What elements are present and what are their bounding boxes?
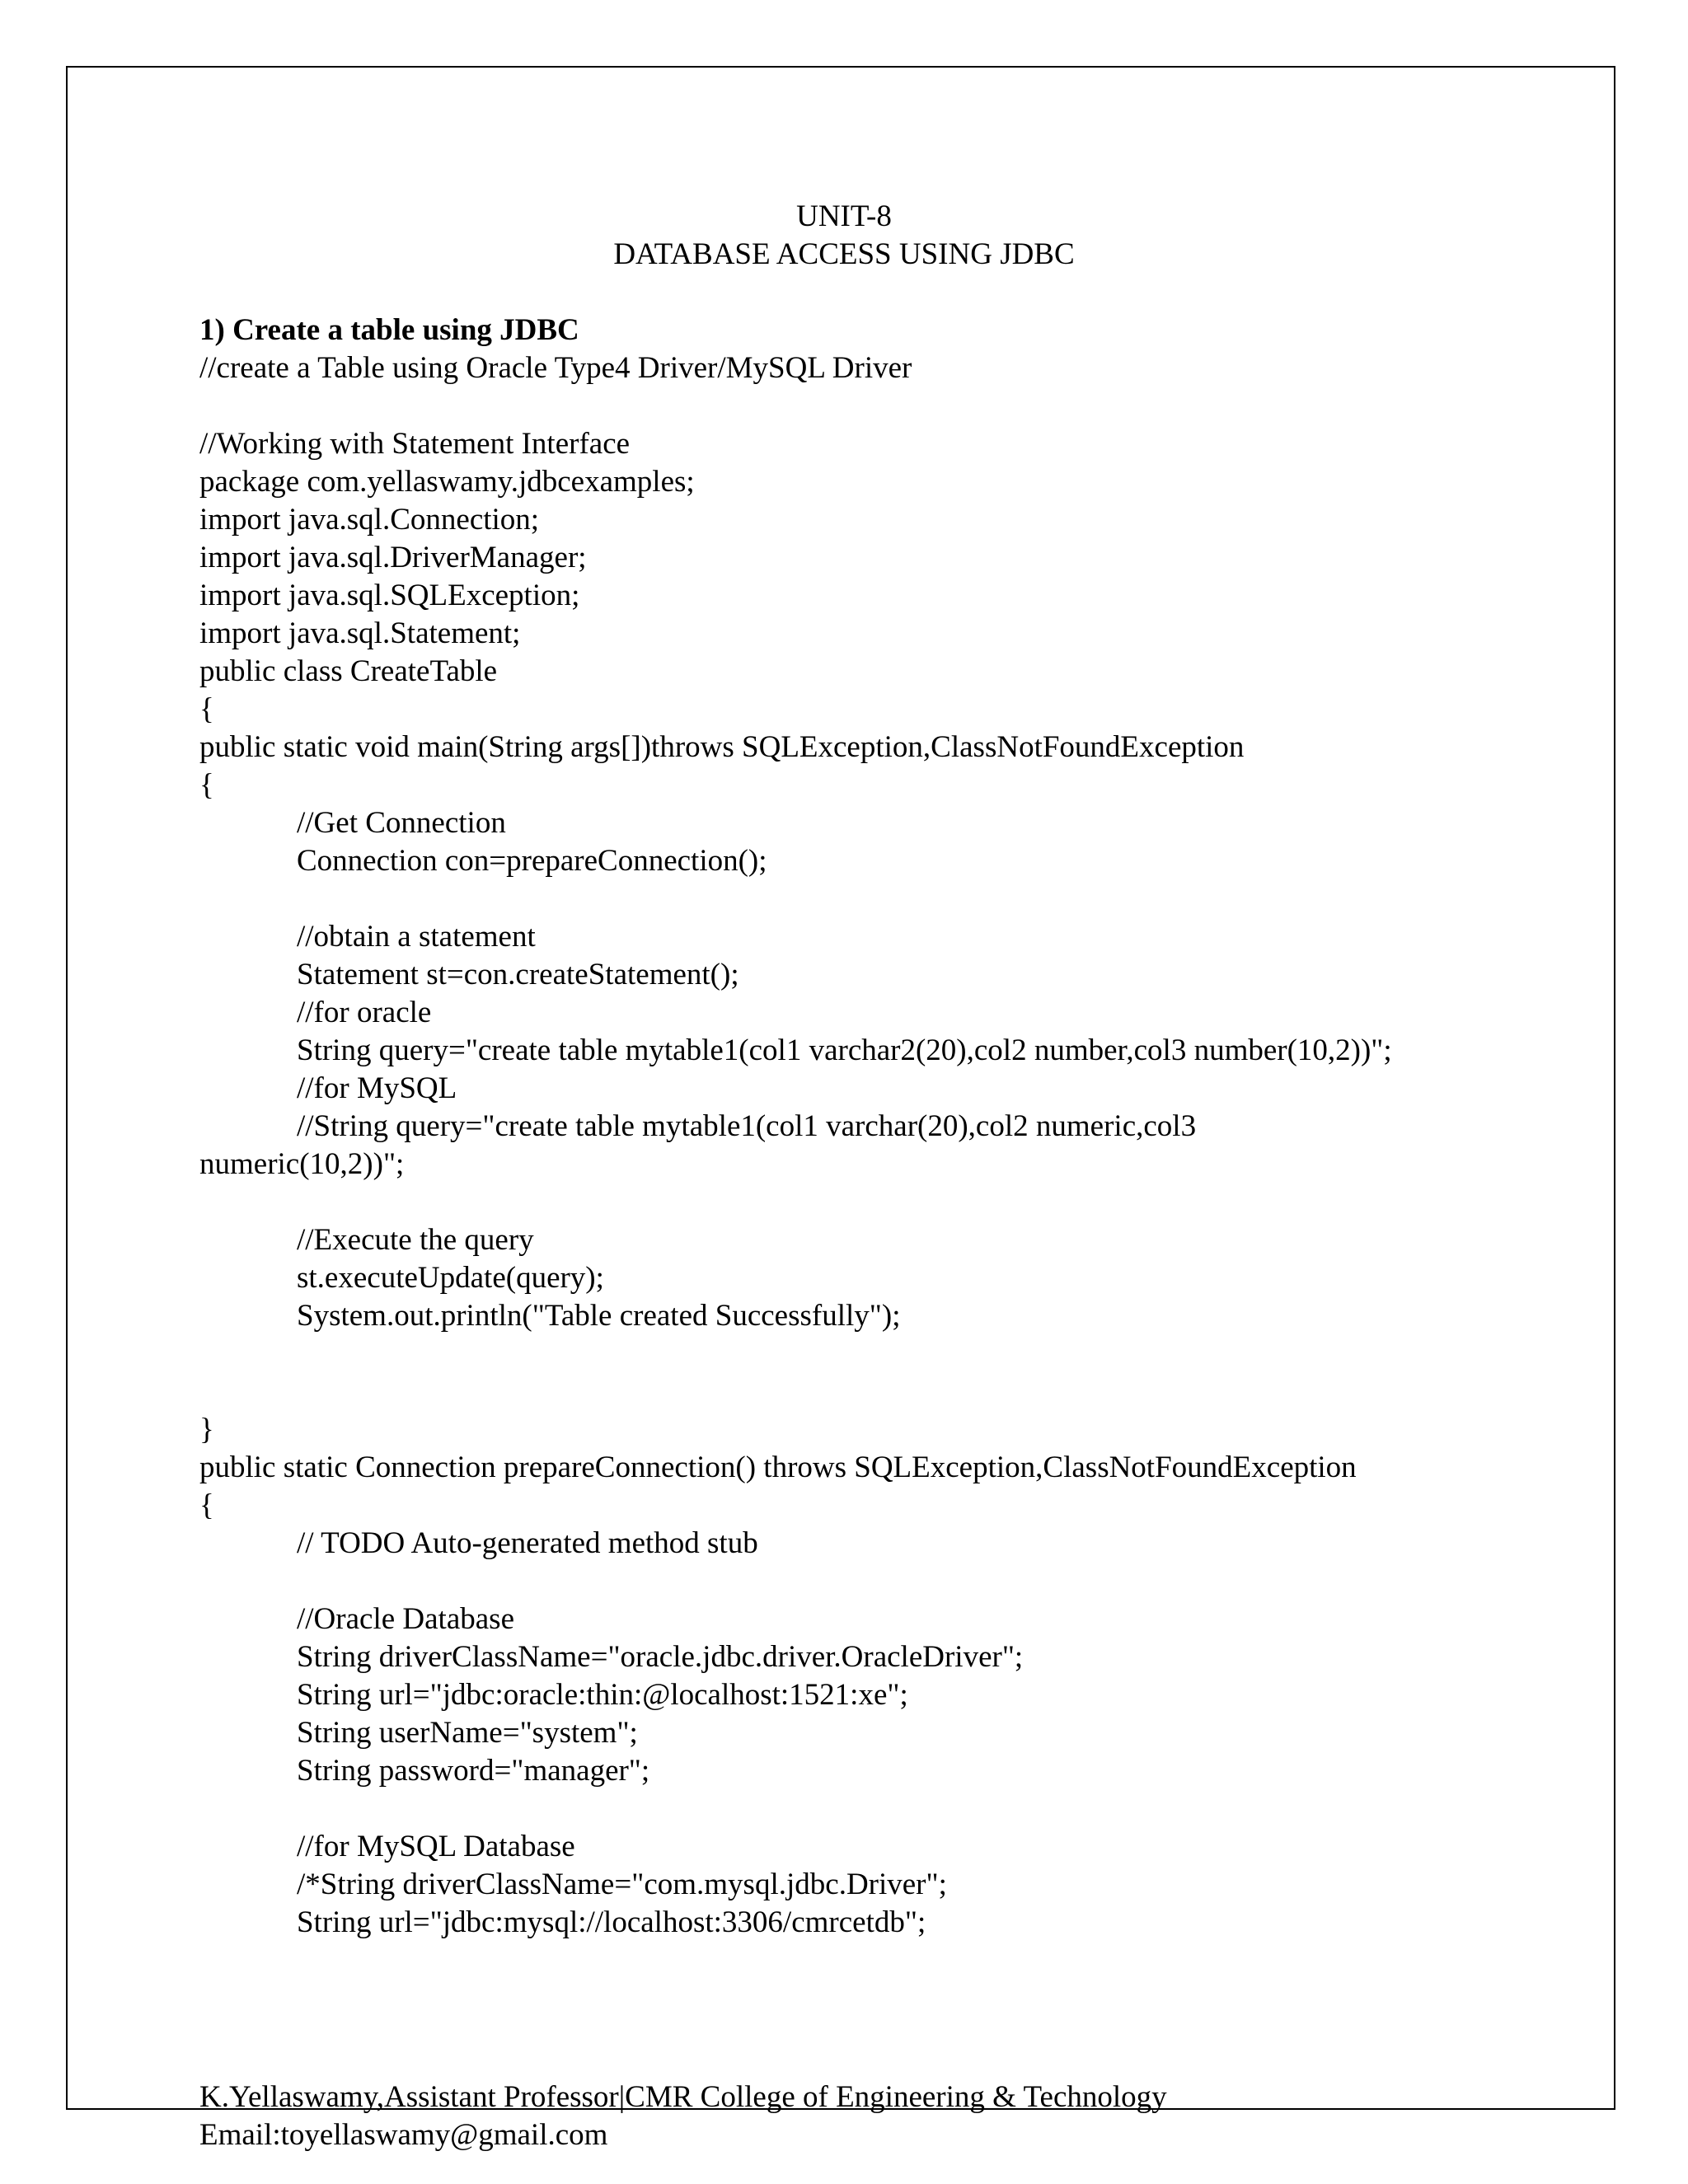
code-line: //for MySQL Database bbox=[297, 1830, 575, 1863]
code-line: public static Connection prepareConnection() throws SQLException,ClassNotFoundException bbox=[199, 1451, 1357, 1484]
code-line: //Oracle Database bbox=[297, 1602, 514, 1636]
code-line: //obtain a statement bbox=[297, 920, 536, 954]
code-line: //create a Table using Oracle Type4 Driver/MySQL Driver bbox=[199, 351, 912, 385]
code-line: /*String driverClassName="com.mysql.jdbc.Driver"; bbox=[297, 1868, 947, 1901]
code-line: //Get Connection bbox=[297, 806, 506, 840]
code-line: String url="jdbc:oracle:thin:@localhost:1521:xe"; bbox=[297, 1678, 908, 1712]
code-line: import java.sql.Connection; bbox=[199, 503, 540, 537]
code-line: //for MySQL bbox=[297, 1071, 457, 1105]
code-line: Connection con=prepareConnection(); bbox=[297, 844, 767, 878]
document-title: DATABASE ACCESS USING JDBC bbox=[613, 237, 1075, 271]
code-line: String driverClassName="oracle.jdbc.driver.OracleDriver"; bbox=[297, 1640, 1024, 1674]
code-line: // TODO Auto-generated method stub bbox=[297, 1526, 758, 1560]
code-line: { bbox=[199, 692, 214, 726]
code-line: String userName="system"; bbox=[297, 1716, 638, 1750]
code-line: { bbox=[199, 1488, 214, 1522]
section-title: 1) Create a table using JDBC bbox=[199, 313, 579, 347]
code-line: st.executeUpdate(query); bbox=[297, 1261, 604, 1295]
footer-author: K.Yellaswamy,Assistant Professor|CMR College of Engineering & Technology bbox=[199, 2080, 1167, 2114]
code-line: //String query="create table mytable1(col1 varchar(20),col2 numeric,col3 bbox=[297, 1109, 1197, 1143]
code-line: } bbox=[199, 1413, 214, 1446]
footer-email: Email:toyellaswamy@gmail.com bbox=[199, 2118, 608, 2152]
code-line: numeric(10,2))"; bbox=[199, 1147, 405, 1181]
code-line: public class CreateTable bbox=[199, 654, 498, 688]
code-line: //for oracle bbox=[297, 996, 432, 1029]
code-line: import java.sql.DriverManager; bbox=[199, 541, 587, 574]
code-line: //Working with Statement Interface bbox=[199, 427, 631, 461]
code-line: public static void main(String args[])throws SQLException,ClassNotFoundException bbox=[199, 730, 1245, 764]
code-line: System.out.println("Table created Successfully"); bbox=[297, 1299, 901, 1333]
code-line: String query="create table mytable1(col1 varchar2(20),col2 number,col3 number(10,2))"; bbox=[297, 1033, 1392, 1067]
code-line: //Execute the query bbox=[297, 1223, 534, 1257]
code-line: String url="jdbc:mysql://localhost:3306/cmrcetdb"; bbox=[297, 1905, 926, 1939]
code-line: String password="manager"; bbox=[297, 1754, 650, 1788]
code-line: import java.sql.SQLException; bbox=[199, 579, 580, 612]
code-line: package com.yellaswamy.jdbcexamples; bbox=[199, 465, 695, 499]
code-line: Statement st=con.createStatement(); bbox=[297, 958, 739, 991]
code-line: import java.sql.Statement; bbox=[199, 616, 521, 650]
unit-label: UNIT-8 bbox=[796, 199, 892, 233]
code-line: { bbox=[199, 768, 214, 802]
